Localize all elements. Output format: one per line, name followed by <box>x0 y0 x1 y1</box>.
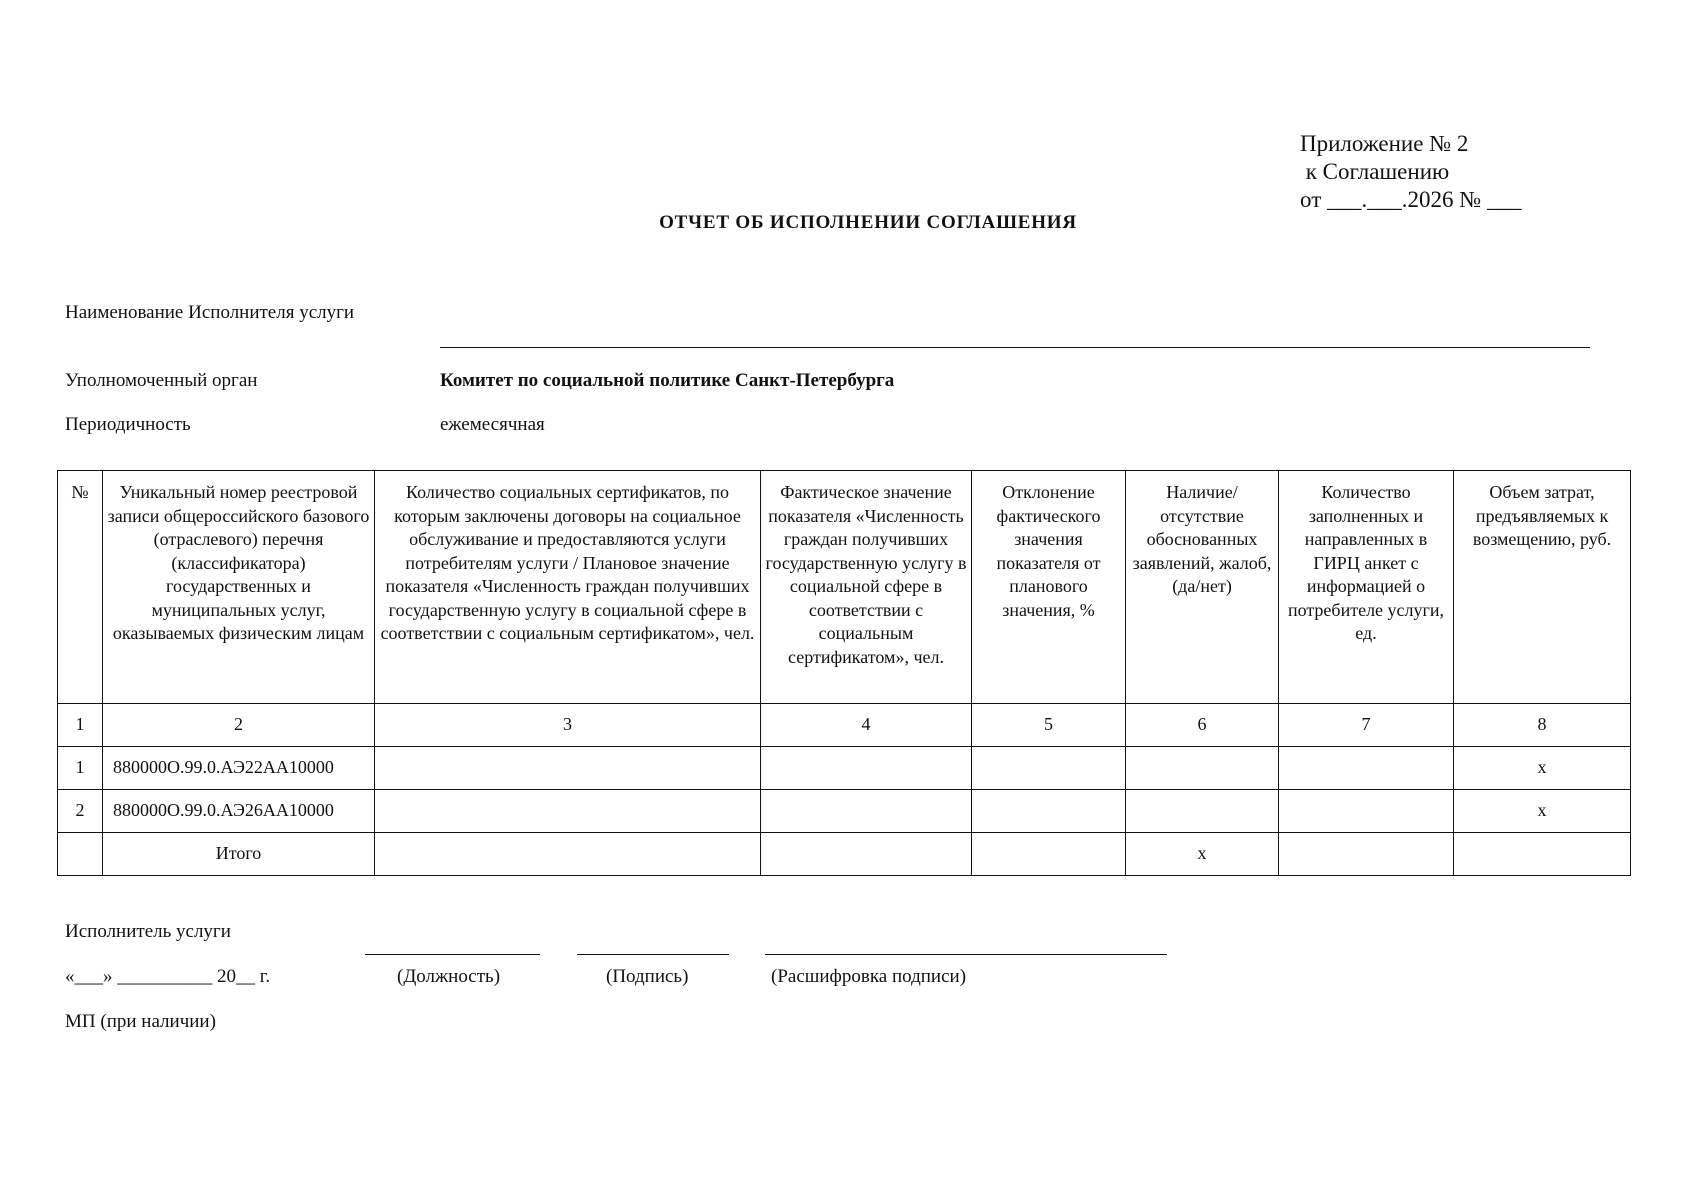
appendix-block <box>1300 130 1521 214</box>
document-title: ОТЧЕТ ОБ ИСПОЛНЕНИИ СОГЛАШЕНИЯ <box>659 212 1077 233</box>
table-cell <box>972 790 1126 833</box>
column-number: 6 <box>1126 704 1279 747</box>
table-row <box>58 747 1631 790</box>
table-cell <box>58 833 103 876</box>
total-label-cell: Итого <box>103 833 375 876</box>
table-cell <box>1279 833 1454 876</box>
table-cell <box>1279 747 1454 790</box>
table-cell <box>1279 790 1454 833</box>
executor-signature-label: Исполнитель услуги <box>65 921 231 942</box>
position-line <box>365 954 540 955</box>
table-cell <box>375 790 761 833</box>
column-number: 8 <box>1454 704 1631 747</box>
table-cell: 1 <box>58 747 103 790</box>
header-cell: Отклонение фактического значения показателя от планового значения, % <box>972 471 1126 704</box>
table-cell <box>1454 833 1631 876</box>
position-caption: (Должность) <box>397 966 501 987</box>
column-number: 5 <box>972 704 1126 747</box>
signature-date: «___» __________ 20__ г. <box>65 966 271 987</box>
decode-caption: (Расшифровка подписи) <box>771 966 967 987</box>
table-cell <box>761 747 972 790</box>
table-cell <box>375 833 761 876</box>
table-cell: х <box>1454 790 1631 833</box>
column-number: 4 <box>761 704 972 747</box>
column-number: 2 <box>103 704 375 747</box>
signature-caption: (Подпись) <box>606 966 689 987</box>
table-cell: х <box>1454 747 1631 790</box>
table-header-row <box>58 471 1631 704</box>
table-cell: х <box>1126 833 1279 876</box>
signature-line <box>577 954 729 955</box>
header-cell: Уникальный номер реестровой записи общероссийского базового (отраслевого) перечня (классификатора) государственных и муниципальных услуг, оказываемых физическим лицам <box>103 471 375 704</box>
table-cell <box>761 833 972 876</box>
authority-label: Уполномоченный орган <box>65 370 258 391</box>
header-cell: Количество социальных сертификатов, по которым заключены договоры на социальное обслуживание и предоставляются услуги потребителям услуги / Плановое значение показателя «Численность граждан получивших государственную услугу в социальной сфере в соответствии с социальным сертификатом», чел. <box>375 471 761 704</box>
executor-name-line <box>440 347 1590 348</box>
registry-code-cell: 880000О.99.0.АЭ26АА10000 <box>103 790 375 833</box>
table-cell <box>1126 790 1279 833</box>
appendix-date-number: от ___.___.2026 № ___ <box>1300 187 1522 212</box>
column-number: 1 <box>58 704 103 747</box>
header-cell: Количество заполненных и направленных в ГИРЦ анкет с информацией о потребителе услуги, ед. <box>1279 471 1454 704</box>
executor-name-label: Наименование Исполнителя услуги <box>65 302 355 323</box>
decode-line <box>765 954 1167 955</box>
table-cell: 2 <box>58 790 103 833</box>
total-row <box>58 833 1631 876</box>
table-row <box>58 790 1631 833</box>
header-cell: № <box>58 471 103 704</box>
report-table <box>57 470 1631 876</box>
header-cell: Наличие/ отсутствие обоснованных заявлений, жалоб, (да/нет) <box>1126 471 1279 704</box>
seal-note: МП (при наличии) <box>65 1011 216 1032</box>
periodicity-label: Периодичность <box>65 414 191 435</box>
column-number-row <box>58 704 1631 747</box>
table-cell <box>761 790 972 833</box>
column-number: 7 <box>1279 704 1454 747</box>
header-cell: Объем затрат, предъявляемых к возмещению, руб. <box>1454 471 1631 704</box>
table-cell <box>972 833 1126 876</box>
table-cell <box>375 747 761 790</box>
authority-value: Комитет по социальной политике Санкт-Петербурга <box>440 370 895 391</box>
registry-code-cell: 880000О.99.0.АЭ22АА10000 <box>103 747 375 790</box>
table-cell <box>972 747 1126 790</box>
column-number: 3 <box>375 704 761 747</box>
header-cell: Фактическое значение показателя «Численность граждан получивших государственную услугу в социальной сфере в соответствии с социальным сертификатом», чел. <box>761 471 972 704</box>
appendix-number: Приложение № 2 <box>1300 131 1469 156</box>
appendix-agreement: к Соглашению <box>1300 159 1450 184</box>
table-cell <box>1126 747 1279 790</box>
periodicity-value: ежемесячная <box>440 414 545 435</box>
